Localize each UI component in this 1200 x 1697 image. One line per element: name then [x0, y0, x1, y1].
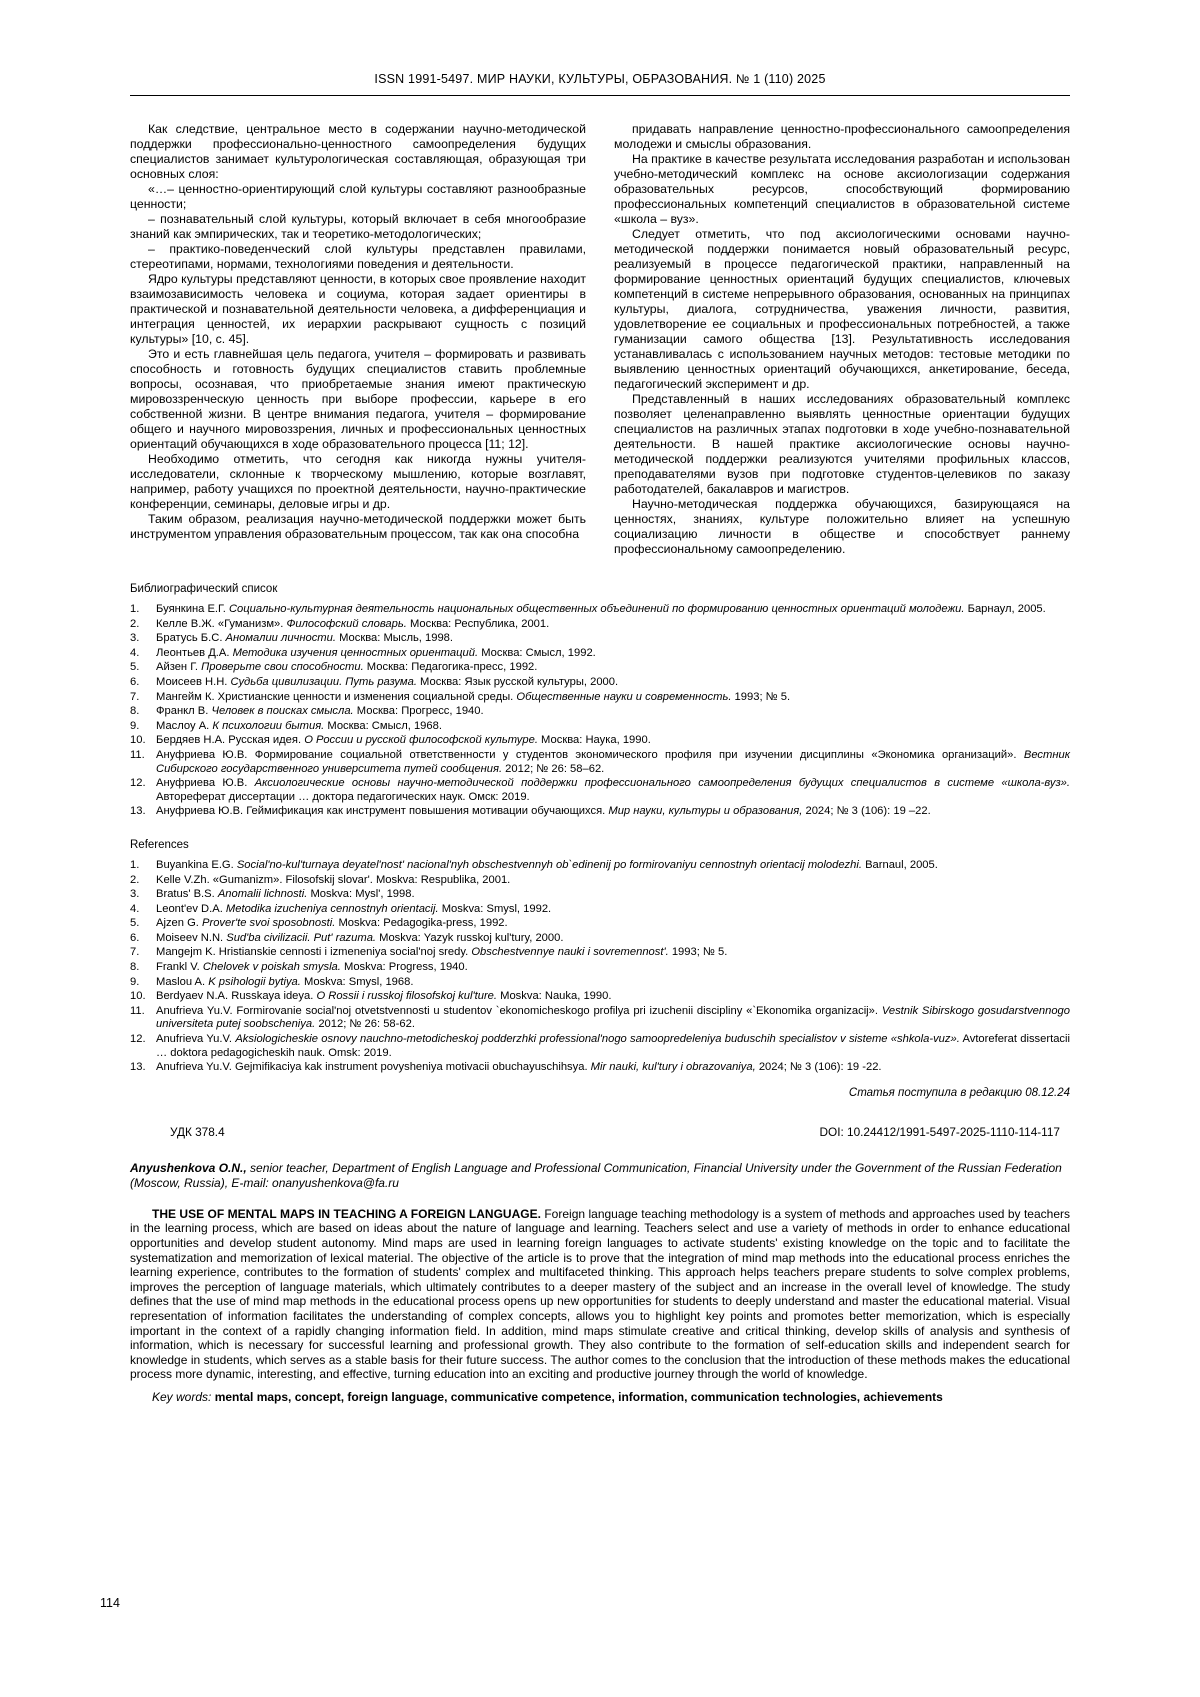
page-number: 114 [100, 1596, 120, 1610]
reference-item [130, 720, 1070, 734]
reference-number: 6. [130, 931, 140, 944]
reference-text: Ануфриева Ю.В. Аксиологические основы научно-методической поддержки профессионального самоопределения будущих специалистов в системе «школа-вуз». Автореферат диссертации … доктора педагогических наук. Омск: 2019. [156, 777, 1070, 803]
reference-item [130, 903, 1070, 917]
reference-number: 3. [130, 632, 140, 645]
reference-number: 7. [130, 690, 140, 703]
reference-item [130, 976, 1070, 990]
reference-number: 11. [130, 1004, 145, 1017]
reference-number: 10. [130, 990, 146, 1003]
left-column [130, 122, 586, 557]
reference-number: 9. [130, 719, 140, 732]
reference-text: Ануфриева Ю.В. Геймификация как инструмент повышения мотивации обучающихся. Мир науки, культуры и образования, 2024; № 3 (106): 19 –22. [156, 805, 931, 818]
reference-text: Frankl V. Chelovek v poiskah smysla. Moskva: Progress, 1940. [156, 961, 468, 974]
reference-item [130, 805, 1070, 819]
reference-item [130, 932, 1070, 946]
reference-text: Maslou A. K psihologii bytiya. Moskva: Smysl, 1968. [156, 975, 414, 988]
reference-item [130, 632, 1070, 646]
article-title: THE USE OF MENTAL MAPS IN TEACHING A FOREIGN LANGUAGE. [152, 1206, 541, 1221]
reference-item [130, 917, 1070, 931]
reference-text: Mangejm K. Hristianskie cennosti i izmeneniya social'noj sredy. Obschestvennye nauki i sovremennost'. 1993; № 5. [156, 946, 728, 959]
paragraph: Необходимо отметить, что сегодня как никогда нужны учителя-исследователи, склонные к творческому мышлению, которые возглавят, например, работу учащихся по проектной деятельности, научно-практические конференции, семинары, деловые игры и др. [130, 452, 586, 511]
reference-item [130, 1033, 1070, 1060]
references-list [130, 859, 1070, 1075]
bibliography-list [130, 603, 1070, 819]
reference-item [130, 647, 1070, 661]
author-name: Anyushenkova O.N., [130, 1160, 247, 1175]
reference-item [130, 676, 1070, 690]
reference-text: Kelle V.Zh. «Gumanizm». Filosofskij slovar'. Moskva: Respublika, 2001. [156, 873, 511, 886]
reference-text: Братусь Б.С. Аномалии личности. Москва: Мысль, 1998. [156, 632, 454, 645]
reference-item [130, 859, 1070, 873]
reference-number: 4. [130, 646, 140, 659]
reference-number: 11. [130, 748, 145, 761]
paragraph: придавать направление ценностно-профессионального самоопределения молодежи и смыслы образования. [614, 122, 1070, 151]
paragraph: Как следствие, центральное место в содержании научно-методической поддержки профессионально-ценностного самоопределения будущих специалистов занимает культурологическая составляющая, образующая три основных слоя: [130, 122, 586, 181]
reference-number: 9. [130, 975, 140, 988]
paragraph: – познавательный слой культуры, который включает в себя многообразие знаний как эмпирических, так и теоретико-методологических; [130, 212, 586, 241]
right-column [614, 122, 1070, 557]
article-body [130, 122, 1070, 1405]
udk-code: УДК 378.4 [170, 1124, 225, 1139]
reference-item [130, 661, 1070, 675]
references-heading: References [130, 838, 189, 851]
reference-text: Bratus' B.S. Anomalii lichnosti. Moskva: Mysl', 1998. [156, 888, 415, 901]
paragraph: «…– ценностно-ориентирующий слой культуры составляют разнообразные ценности; [130, 182, 586, 211]
reference-text: Ajzen G. Prover'te svoi sposobnosti. Moskva: Pedagogika-press, 1992. [156, 917, 508, 930]
reference-text: Anufrieva Yu.V. Gejmifikaciya kak instrument povysheniya motivacii obuchayuschihsya. Mir nauki, kul'tury i obrazovaniya, 2024; № 3 (106): 19 -22. [156, 1061, 882, 1074]
reference-text: Моисеев Н.Н. Судьба цивилизации. Путь разума. Москва: Язык русской культуры, 2000. [156, 675, 619, 688]
author-block [130, 1161, 1070, 1191]
reference-item [130, 691, 1070, 705]
keywords [130, 1390, 1070, 1405]
reference-item [130, 990, 1070, 1004]
reference-number: 10. [130, 734, 146, 747]
reference-text: Леонтьев Д.А. Методика изучения ценностных ориентаций. Москва: Смысл, 1992. [156, 646, 596, 659]
paragraph: На практике в качестве результата исследования разработан и использован учебно-методический комплекс на основе аксиологизации содержания образовательных ресурсов, способствующий формированию профессиональных компетенций специалистов в образовательной системе «школа – вуз». [614, 152, 1070, 226]
reference-text: Anufrieva Yu.V. Aksiologicheskie osnovy nauchno-metodicheskoj podderzhki professional'nogo samoopredeleniya buduschih specialistov v sisteme «shkola-vuz». Avtoreferat dissertacii … doktora pedagogicheskih nauk. Omsk: 2019. [156, 1033, 1070, 1059]
reference-text: Buyankina E.G. Social'no-kul'turnaya deyatel'nost' nacional'nyh obschestvennyh ob`edinenij po formirovaniyu cennostnyh orientacij molodezhi. Barnaul, 2005. [156, 858, 938, 871]
paragraph: – практико-поведенческий слой культуры представлен правилами, стереотипами, нормами, технологиями поведения и деятельности. [130, 242, 586, 271]
reference-item [130, 734, 1070, 748]
reference-number: 6. [130, 675, 140, 688]
reference-text: Маслоу А. К психологии бытия. Москва: Смысл, 1968. [156, 719, 442, 732]
reference-number: 2. [130, 873, 140, 886]
reference-item [130, 874, 1070, 888]
article-meta [130, 1125, 1070, 1139]
reference-number: 8. [130, 705, 140, 718]
paragraph: Это и есть главнейшая цель педагога, учителя – формировать и развивать способность и готовность будущих специалистов ставить проблемные вопросы, осознавая, что приобретаемые знания имеют практическую мировоззренческую ценность при выборе профессии, карьере в его собственной жизни. В центре внимания педагога, учителя – формирование общего и научного мировоззрения, личных и профессиональных ценностных ориентаций обучающихся в ходе образовательного процесса [11; 12]. [130, 347, 586, 451]
reference-text: Berdyaev N.A. Russkaya ideya. O Rossii i russkoj filosofskoj kul'ture. Moskva: Nauka, 1990. [156, 990, 612, 1003]
abstract-text: Foreign language teaching methodology is a system of methods and approaches used by teachers in the learning process, which are based on ideas about the nature of language and learning. Teachers select and use a variety of methods in order to enhance educational opportunities and develop student autonomy. Mind maps are used in learning foreign languages to activate students' existing knowledge on the topic and to facilitate the systematization and memorization of lexical material. The objective of the article is to prove that the integration of mind map methods into the educational process enriches the learning experience, contributes to the formation of students' complex and multifaceted thinking. This approach helps teachers prepare students to solve complex problems, improves the perception of language materials, which ultimately contributes to a deeper mastery of the subject and an increase in the overall level of knowledge. The study defines that the use of mind map methods in the educational process opens up new opportunities for students to deeply understand and master the educational material. Visual representation of information facilitates the understanding of complex concepts, allows you to highlight key points and promotes better memorization, which is especially important in the context of a rapidly changing information field. In addition, mind maps stimulate creative and critical thinking, develop skills of analysis and synthesis of information, which is necessary for successful learning and professional growth. They also contribute to the formation of self-education skills and independent search for knowledge in students, which serves as a stable basis for their future success. The author comes to the conclusion that the introduction of these methods makes the educational process more dynamic, interesting, and effective, turning education into an exciting and productive journey through the world of knowledge. [130, 1206, 1070, 1382]
reference-number: 12. [130, 1033, 146, 1046]
reference-number: 3. [130, 888, 140, 901]
keywords-label: Key words: [152, 1389, 212, 1404]
reference-number: 12. [130, 777, 146, 790]
paragraph: Таким образом, реализация научно-методической поддержки может быть инструментом управления образовательным процессом, так как она способна [130, 512, 586, 541]
abstract [130, 1207, 1070, 1382]
reference-text: Leont'ev D.A. Metodika izucheniya cennostnyh orientacij. Moskva: Smysl, 1992. [156, 902, 552, 915]
paragraph: Научно-методическая поддержка обучающихся, базирующаяся на ценностях, знаниях, культуре положительно влияет на успешную социализацию личности в обществе и способствует раннему профессиональному самоопределению. [614, 497, 1070, 556]
reference-item [130, 705, 1070, 719]
reference-number: 7. [130, 946, 140, 959]
reference-number: 5. [130, 917, 140, 930]
paragraph: Следует отметить, что под аксиологическими основами научно-методической поддержки понимается новый образовательный ресурс, реализуемый в процессе педагогической практики, направленный на формирование ценностных ориентаций будущих специалистов, ключевых компетенций в системе непрерывного образования, основанных на принципах культуры, диалога, сотрудничества, уважения личности, развития, удовлетворение ее социальных и профессиональных потребностей, а также гуманизации самого общества [13]. Результативность исследования устанавливалась с использованием научных методов: тестовые методики по выявлению ценностных ориентаций обучающихся, анкетирование, беседа, педагогический эксперимент и др. [614, 227, 1070, 391]
reference-number: 1. [130, 603, 140, 615]
doi-code[interactable]: DOI: 10.24412/1991-5497-2025-1110-114-117 [819, 1124, 1060, 1139]
reference-item [130, 1005, 1070, 1032]
header-divider [130, 95, 1070, 96]
reference-text: Ануфриева Ю.В. Формирование социальной ответственности у студентов экономического профиля при изучении дисциплины «Экономика организаций». Вестник Сибирского государственного университета путей сообщения. 2012; № 26: 58–62. [156, 748, 1070, 775]
reference-text: Айзен Г. Проверьте свои способности. Москва: Педагогика-пресс, 1992. [156, 661, 538, 674]
reference-text: Келле В.Ж. «Гуманизм». Философский словарь. Москва: Республика, 2001. [156, 617, 550, 630]
reference-text: Буянкина Е.Г. Социально-культурная деятельность национальных общественных объединений по формированию ценностных ориентаций молодежи. Барнаул, 2005. [156, 603, 1046, 615]
reference-number: 5. [130, 661, 140, 674]
reference-text: Франкл В. Человек в поисках смысла. Москва: Прогресс, 1940. [156, 705, 484, 718]
reference-text: Moiseev N.N. Sud'ba civilizacii. Put' razuma. Moskva: Yazyk russkoj kul'tury, 2000. [156, 931, 564, 944]
reference-text: Мангейм К. Христианские ценности и изменения социальной среды. Общественные науки и современность. 1993; № 5. [156, 690, 791, 703]
reference-item [130, 603, 1070, 617]
author-affiliation: senior teacher, Department of English Language and Professional Communication, Financial University under the Government of the Russian Federation (Moscow, Russia), E-mail: onanyushenkova@fa.ru [130, 1160, 1062, 1190]
reference-text: Бердяев Н.А. Русская идея. О России и русской философской культуре. Москва: Наука, 1990. [156, 734, 651, 747]
reference-number: 8. [130, 961, 140, 974]
reference-number: 13. [130, 805, 146, 818]
reference-text: Anufrieva Yu.V. Formirovanie social'noj otvetstvennosti u studentov `ekonomicheskogo profilya pri izuchenii discipliny «`Ekonomika organizacij». Vestnik Sibirskogo gosudarstvennogo universiteta putej soobscheniya. 2012; № 26: 58-62. [156, 1004, 1070, 1031]
reference-item [130, 749, 1070, 776]
paragraph: Ядро культуры представляют ценности, в которых свое проявление находит взаимозависимость человека и социума, которая задает ориентиры в практической и познавательной деятельности человека, а дифференциация и интеграция ценностей, их иерархии раскрывают сущность с позиций культуры» [10, с. 45]. [130, 272, 586, 346]
reference-item [130, 618, 1070, 632]
received-date: Статья поступила в редакцию 08.12.24 [848, 1086, 1070, 1099]
reference-number: 4. [130, 902, 140, 915]
bibliography-heading: Библиографический список [130, 583, 278, 595]
paragraph: Представленный в наших исследованиях образовательный комплекс позволяет целенаправленно выявлять ценностные ориентации будущих специалистов на различных этапах подготовки в ходе учебно-познавательной деятельности. В нашей практике аксиологические основы научно-методической поддержки реализуются учителями профильных классов, преподавателями вузов при подготовке студентов-целевиков по заказу работодателей, бакалавров и магистров. [614, 392, 1070, 496]
reference-item [130, 946, 1070, 960]
running-head: ISSN 1991-5497. МИР НАУКИ, КУЛЬТУРЫ, ОБРАЗОВАНИЯ. № 1 (110) 2025 [374, 72, 826, 86]
reference-number: 2. [130, 617, 140, 630]
reference-number: 1. [130, 858, 140, 871]
reference-item [130, 1061, 1070, 1075]
reference-item [130, 888, 1070, 902]
reference-item [130, 961, 1070, 975]
reference-item [130, 777, 1070, 804]
keywords-text: mental maps, concept, foreign language, communicative competence, information, communication technologies, achievements [211, 1389, 943, 1404]
two-column-text [130, 122, 1070, 557]
reference-number: 13. [130, 1061, 146, 1074]
